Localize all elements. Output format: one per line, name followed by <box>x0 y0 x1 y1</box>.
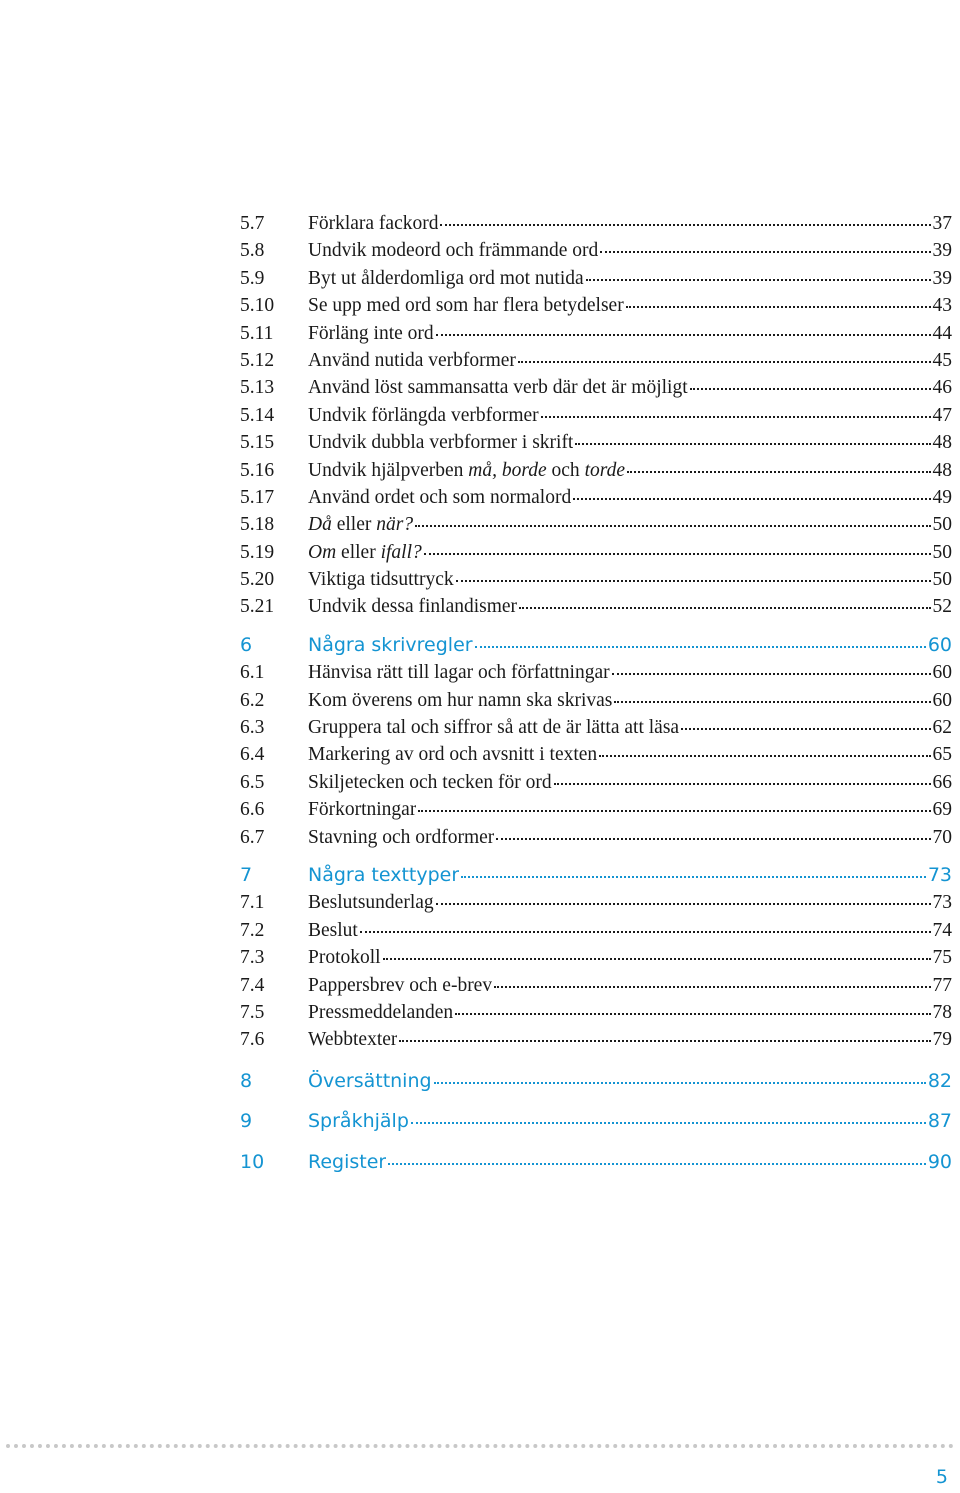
chapter-page: 90 <box>927 1150 952 1173</box>
entry-title: Markering av ord och avsnitt i texten <box>308 744 598 766</box>
entry-page: 43 <box>932 295 952 317</box>
entry-title: Byt ut ålderdomliga ord mot nutida <box>308 267 584 289</box>
entry-title <box>308 511 413 538</box>
chapter-title: Några skrivregler <box>308 633 473 656</box>
entry-title: Se upp med ord som har flera betydelser <box>308 295 624 317</box>
entry-number: 7.2 <box>240 919 265 941</box>
entry-page: 73 <box>932 892 952 914</box>
dot-leader <box>418 810 930 812</box>
entry-page: 50 <box>932 569 952 591</box>
entry-title: Protokoll <box>308 947 381 969</box>
entry-number: 5.11 <box>240 322 274 344</box>
entry-number: 5.20 <box>240 569 275 591</box>
toc-entry-7-6[interactable] <box>240 1026 952 1053</box>
toc-entry-5-17[interactable] <box>240 484 952 511</box>
chapter-number: 8 <box>240 1069 253 1092</box>
entry-page: 62 <box>932 717 952 739</box>
entry-number: 6.4 <box>240 744 265 766</box>
entry-title: Beslut <box>308 919 358 941</box>
chapter-page: 73 <box>927 863 952 886</box>
entry-number: 5.15 <box>240 432 275 454</box>
entry-number: 7.6 <box>240 1029 265 1051</box>
toc-chapter-6[interactable] <box>240 632 952 659</box>
dot-leader <box>455 1013 930 1015</box>
title-italic-part: må, borde <box>468 459 547 481</box>
entry-title: Förkortningar <box>308 799 417 821</box>
entry-number: 5.9 <box>240 267 265 289</box>
title-part: eller <box>331 514 377 536</box>
dot-leader <box>496 838 930 840</box>
toc-chapter-9[interactable] <box>240 1108 952 1135</box>
entry-number: 6.6 <box>240 799 265 821</box>
entry-number: 5.7 <box>240 213 265 234</box>
dot-leader <box>519 607 930 609</box>
dot-leader <box>554 783 931 785</box>
toc-entry-5-13[interactable] <box>240 374 952 401</box>
entry-page: 39 <box>932 240 952 262</box>
dot-leader <box>440 224 930 226</box>
entry-page: 74 <box>932 919 952 941</box>
entry-number: 7.1 <box>240 892 265 914</box>
entry-page: 49 <box>932 486 952 508</box>
toc-entry-5-19[interactable] <box>240 539 952 566</box>
entry-page: 79 <box>932 1029 952 1051</box>
entry-page: 69 <box>932 799 952 821</box>
entry-number: 5.17 <box>240 486 275 508</box>
entry-page: 46 <box>932 377 952 399</box>
toc-entry-5-14[interactable] <box>240 402 952 429</box>
toc-entry-5-20[interactable] <box>240 566 952 593</box>
entry-number: 7.3 <box>240 947 265 969</box>
entry-number: 5.19 <box>240 541 275 563</box>
entry-page: 50 <box>932 514 952 536</box>
title-italic-part: när? <box>376 514 414 536</box>
table-of-contents <box>240 210 952 1176</box>
entry-title: Beslutsunderlag <box>308 892 434 914</box>
dot-leader <box>612 673 931 675</box>
chapter-page: 87 <box>927 1110 952 1133</box>
entry-number: 5.13 <box>240 377 275 399</box>
entry-number: 5.16 <box>240 459 275 481</box>
dot-leader <box>627 471 930 473</box>
entry-number: 6.1 <box>240 662 265 684</box>
dot-leader <box>399 1040 930 1042</box>
entry-number: 5.21 <box>240 596 275 618</box>
toc-entry-5-10[interactable] <box>240 292 952 319</box>
chapter-title: Register <box>308 1150 387 1173</box>
entry-number: 7.4 <box>240 974 265 996</box>
dot-leader <box>573 498 930 500</box>
dot-leader <box>475 646 926 648</box>
dot-leader <box>494 986 930 988</box>
toc-entry-5-9[interactable] <box>240 265 952 292</box>
chapter-title: Översättning <box>308 1069 432 1092</box>
chapter-number: 7 <box>240 863 253 886</box>
entry-title: Förläng inte ord <box>308 322 434 344</box>
entry-title: Undvik förlängda verbformer <box>308 404 539 426</box>
chapter-page: 82 <box>927 1069 952 1092</box>
entry-title: Undvik dessa finlandismer <box>308 596 518 618</box>
entry-page: 37 <box>932 213 952 234</box>
chapter-title: Språkhjälp <box>308 1110 409 1133</box>
entry-title: Använd ordet och som normalord <box>308 486 572 508</box>
entry-title: Använd löst sammansatta verb där det är möjligt <box>308 377 688 399</box>
entry-title: Webbtexter <box>308 1029 398 1051</box>
toc-entry-6-3[interactable] <box>240 714 952 741</box>
toc-entry-6-1[interactable] <box>240 659 952 686</box>
entry-title: Stavning och ordformer <box>308 826 495 848</box>
toc-entry-7-5[interactable] <box>240 999 952 1026</box>
dot-leader <box>424 553 931 555</box>
entry-page: 52 <box>932 596 952 618</box>
toc-entry-6-7[interactable] <box>240 824 952 851</box>
dot-leader <box>575 443 930 445</box>
entry-page: 47 <box>932 404 952 426</box>
toc-entry-7-1[interactable] <box>240 889 952 916</box>
toc-entry-6-2[interactable] <box>240 687 952 714</box>
dot-leader <box>383 958 931 960</box>
toc-entry-6-4[interactable] <box>240 741 952 768</box>
toc-entry-5-7[interactable] <box>240 210 952 237</box>
entry-title <box>308 457 625 484</box>
entry-page: 65 <box>932 744 952 766</box>
dot-leader <box>461 876 926 878</box>
title-italic-part: torde <box>584 459 626 481</box>
entry-title: Skiljetecken och tecken för ord <box>308 771 552 793</box>
entry-title: Använd nutida verbformer <box>308 349 516 371</box>
entry-number: 6.5 <box>240 771 265 793</box>
dot-leader <box>518 361 931 363</box>
toc-chapter-7[interactable] <box>240 862 952 889</box>
chapter-title: Några texttyper <box>308 863 460 886</box>
entry-page: 66 <box>932 771 952 793</box>
toc-entry-7-4[interactable] <box>240 972 952 999</box>
entry-number: 5.8 <box>240 240 265 262</box>
dot-leader <box>614 701 930 703</box>
entry-page: 60 <box>932 662 952 684</box>
dot-leader <box>436 903 931 905</box>
entry-page: 39 <box>932 267 952 289</box>
toc-entry-5-11[interactable] <box>240 320 952 347</box>
title-italic-part: ifall? <box>380 541 422 563</box>
entry-title: Undvik dubbla verbformer i skrift <box>308 432 574 454</box>
entry-page: 48 <box>932 459 952 481</box>
dot-leader <box>436 334 931 336</box>
dot-leader <box>600 251 930 253</box>
toc-entry-5-21[interactable] <box>240 593 952 620</box>
dot-leader <box>690 388 931 390</box>
toc-chapter-8[interactable] <box>240 1068 952 1095</box>
dot-leader <box>388 1163 926 1165</box>
toc-entry-5-8[interactable] <box>240 237 952 264</box>
entry-number: 5.14 <box>240 404 275 426</box>
toc-entry-6-6[interactable] <box>240 796 952 823</box>
title-part: eller <box>336 541 381 563</box>
title-part: Undvik hjälpverben <box>308 459 469 481</box>
dot-leader <box>681 728 930 730</box>
entry-title: Förklara fackord <box>308 213 439 234</box>
toc-entry-5-16[interactable] <box>240 457 952 484</box>
toc-entry-5-15[interactable] <box>240 429 952 456</box>
dot-leader <box>360 931 931 933</box>
entry-title: Undvik modeord och främmande ord <box>308 240 599 262</box>
entry-title: Pressmeddelanden <box>308 1001 454 1023</box>
chapter-page: 60 <box>927 633 952 656</box>
toc-entry-7-2[interactable] <box>240 917 952 944</box>
title-italic-part: Då <box>308 514 332 536</box>
toc-entry-5-12[interactable] <box>240 347 952 374</box>
entry-page: 77 <box>932 974 952 996</box>
page-number: 5 <box>935 1466 948 1488</box>
dot-leader <box>456 580 931 582</box>
toc-chapter-10[interactable] <box>240 1149 952 1176</box>
entry-number: 5.10 <box>240 295 275 317</box>
dot-leader <box>434 1082 926 1084</box>
entry-page: 70 <box>932 826 952 848</box>
entry-number: 5.12 <box>240 349 275 371</box>
entry-title: Hänvisa rätt till lagar och författningar <box>308 662 610 684</box>
entry-number: 7.5 <box>240 1001 265 1023</box>
entry-number: 6.7 <box>240 826 265 848</box>
entry-title: Viktiga tidsuttryck <box>308 569 454 591</box>
entry-page: 48 <box>932 432 952 454</box>
chapter-number: 6 <box>240 633 253 656</box>
toc-entry-7-3[interactable] <box>240 944 952 971</box>
footer-dotted-divider <box>6 1444 954 1448</box>
dot-leader <box>541 416 931 418</box>
entry-page: 50 <box>932 541 952 563</box>
dot-leader <box>626 306 931 308</box>
entry-number: 5.18 <box>240 514 275 536</box>
entry-page: 75 <box>932 947 952 969</box>
title-part: och <box>546 459 585 481</box>
chapter-number: 10 <box>240 1150 265 1173</box>
entry-page: 45 <box>932 349 952 371</box>
entry-page: 60 <box>932 689 952 711</box>
entry-page: 78 <box>932 1001 952 1023</box>
entry-number: 6.2 <box>240 689 265 711</box>
toc-entry-5-18[interactable] <box>240 511 952 538</box>
chapter-number: 9 <box>240 1110 253 1133</box>
entry-title: Gruppera tal och siffror så att de är lätta att läsa <box>308 717 680 739</box>
dot-leader <box>599 755 930 757</box>
entry-page: 44 <box>932 322 952 344</box>
dot-leader <box>411 1122 926 1124</box>
toc-entry-6-5[interactable] <box>240 769 952 796</box>
title-italic-part: Om <box>308 541 337 563</box>
dot-leader <box>586 279 931 281</box>
entry-title: Kom överens om hur namn ska skrivas <box>308 689 613 711</box>
entry-title <box>308 539 422 566</box>
dot-leader <box>415 525 930 527</box>
entry-title: Pappersbrev och e-brev <box>308 974 493 996</box>
entry-number: 6.3 <box>240 717 265 739</box>
